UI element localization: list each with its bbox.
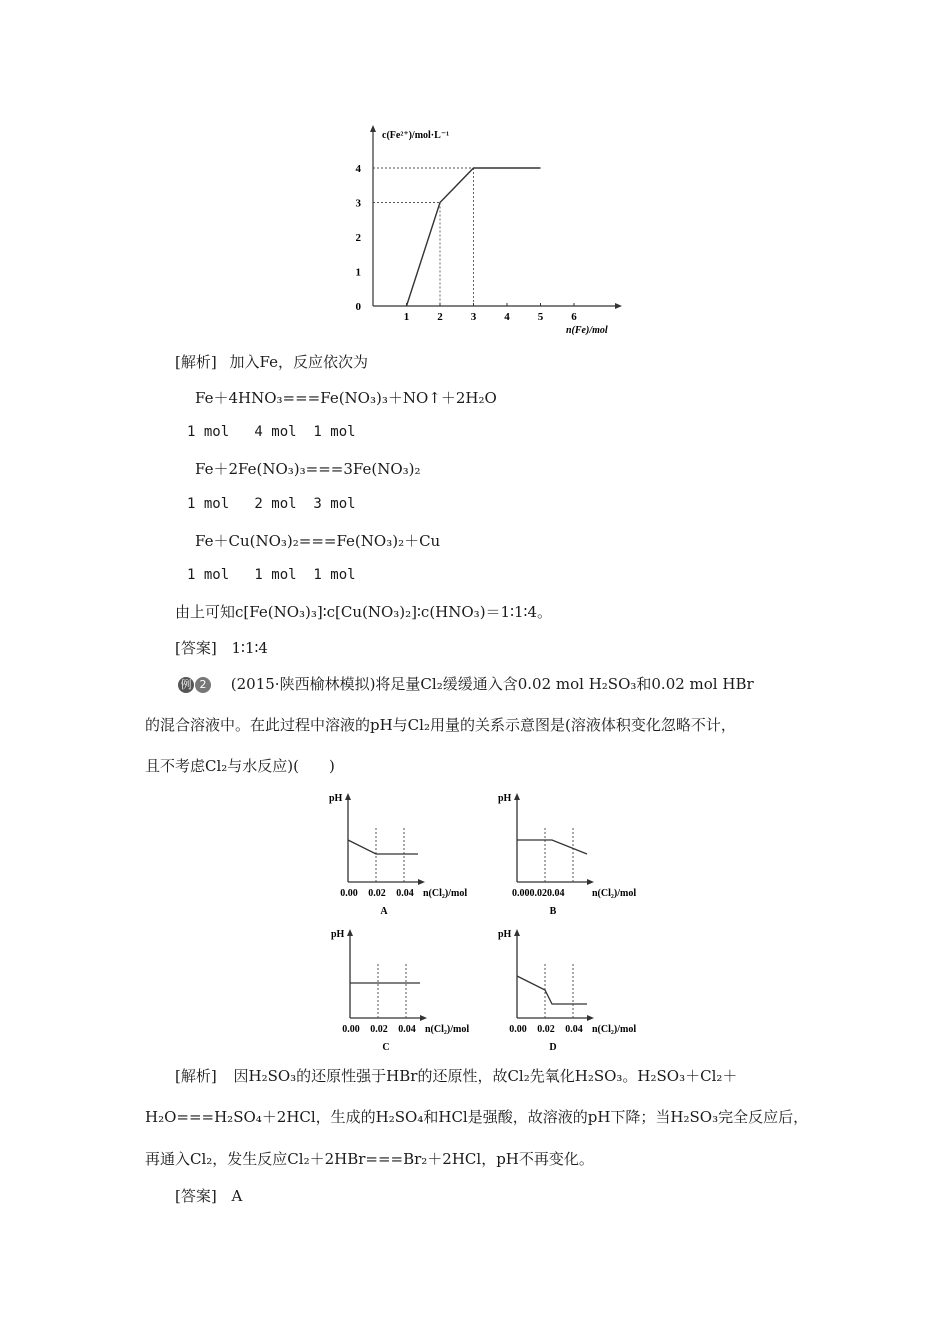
option-c-chart: [330, 922, 490, 1052]
example-number-badge: 2: [195, 677, 211, 693]
option-b-x-arrow: [587, 879, 594, 885]
analysis-2-text: 因H₂SO₃的还原性强于HBr的还原性，故Cl₂先氧化H₂SO₃。H₂SO₃＋Cl₂＋: [233, 1067, 738, 1085]
option-a-y-arrow: [345, 793, 351, 800]
option-d-caption: D: [549, 1042, 557, 1052]
analysis-2-line1: [175, 1066, 737, 1086]
option-a-chart: [328, 786, 488, 916]
example-badge: 例: [178, 677, 194, 693]
option-d-x-arrow: [587, 1015, 594, 1021]
chart1-guide-lines: [373, 168, 474, 306]
chart1-y-tick-label: 2: [355, 232, 361, 244]
option-b-ylabel: pH: [498, 793, 512, 804]
answer-label: [答案]: [175, 639, 217, 657]
chart1-x-tick-label: 6: [571, 311, 577, 323]
equation-1: Fe＋4HNO₃===Fe(NO₃)₃＋NO↑＋2H₂O: [195, 389, 497, 407]
chart1-y-tick-label: 0: [355, 301, 361, 313]
chart1-x-tick-label: 2: [437, 311, 443, 323]
option-a-x-arrow: [418, 879, 425, 885]
answer-label: [答案]: [175, 1187, 217, 1205]
fe-concentration-chart: [330, 120, 630, 345]
chart1-x-tick-label: 5: [537, 311, 544, 323]
option-a-x-tick-label: 0.02: [368, 888, 386, 899]
option-d-y-arrow: [514, 929, 520, 936]
option-b-chart: [497, 786, 657, 916]
chart1-x-tick-label: 4: [504, 311, 510, 323]
option-d-x-tick-label: 0.02: [537, 1024, 555, 1035]
option-b-xlabel: n(Cl₂)/mol: [592, 888, 637, 899]
chart1-y-tick-label: 3: [355, 197, 361, 210]
answer-value: 1∶1∶4: [231, 639, 268, 657]
mole-ratio-1: 1 mol 4 mol 1 mol: [187, 424, 356, 440]
option-b-y-arrow: [514, 793, 520, 800]
chart1-x-tick-label: 1: [403, 311, 410, 323]
option-c-x-arrow: [420, 1015, 427, 1021]
answer-value: A: [231, 1187, 243, 1205]
chart1-x-arrow: [615, 303, 622, 309]
chart1-ylabel: c(Fe²⁺)/mol·L⁻¹: [382, 130, 450, 141]
option-a-series-line: [348, 840, 418, 854]
option-d-chart: [497, 922, 657, 1052]
example-2-line3: 且不考虑Cl₂与水反应)( ): [145, 757, 335, 775]
option-d-xlabel: n(Cl₂)/mol: [592, 1024, 637, 1035]
option-c-xlabel: n(Cl₂)/mol: [425, 1024, 470, 1035]
chart1-xlabel: n(Fe)/mol: [566, 325, 608, 336]
analysis-label: [解析]: [175, 1067, 217, 1085]
analysis-2-line2: H₂O===H₂SO₄＋2HCl，生成的H₂SO₄和HCl是强酸，故溶液的pH下降；当H₂SO₃完全反应后，: [145, 1108, 809, 1126]
answer-1: [175, 638, 268, 658]
option-d-series-line: [517, 976, 587, 1004]
option-a-x-tick-label: 0.00: [340, 888, 358, 899]
chart1-y-arrow: [370, 125, 376, 132]
option-c-x-tick-label: 0.04: [398, 1024, 416, 1035]
option-c-x-tick-label: 0.00: [342, 1024, 360, 1035]
analysis-intro: 加入Fe，反应依次为: [229, 353, 368, 371]
option-c-ylabel: pH: [331, 929, 345, 940]
equation-2: Fe＋2Fe(NO₃)₃===3Fe(NO₃)₂: [195, 460, 421, 478]
mole-ratio-2: 1 mol 2 mol 3 mol: [187, 496, 356, 512]
analysis-label: [解析]: [175, 353, 217, 371]
option-c-caption: C: [382, 1042, 390, 1052]
option-d-x-tick-label: 0.04: [565, 1024, 583, 1035]
chart1-axes: [370, 125, 622, 309]
example-2-line2: 的混合溶液中。在此过程中溶液的pH与Cl₂用量的关系示意图是(溶液体积变化忽略不计，: [145, 716, 736, 734]
option-a-ylabel: pH: [329, 793, 343, 804]
option-b-caption: B: [549, 906, 557, 916]
option-a-caption: A: [380, 906, 388, 916]
option-b-x-tick-label: 0.000.020.04: [512, 888, 565, 899]
example-text: (2015·陕西榆林模拟)将足量Cl₂缓缓通入含0.02 mol H₂SO₃和0.02 mol HBr: [230, 675, 754, 693]
chart1-tick-labels: [356, 163, 578, 323]
analysis-2-line3: 再通入Cl₂，发生反应Cl₂＋2HBr===Br₂＋2HCl，pH不再变化。: [145, 1150, 594, 1168]
answer-2: [175, 1186, 242, 1206]
conclusion: 由上可知c[Fe(NO₃)₃]∶c[Cu(NO₃)₂]∶c(HNO₃)＝1∶1∶4。: [175, 603, 552, 621]
option-a-x-tick-label: 0.04: [396, 888, 414, 899]
option-b-series-line: [517, 840, 587, 854]
option-d-x-tick-label: 0.00: [509, 1024, 527, 1035]
chart1-y-tick-label: 4: [355, 163, 361, 175]
chart1-y-tick-label: 1: [355, 266, 361, 279]
equation-3: Fe＋Cu(NO₃)₂===Fe(NO₃)₂＋Cu: [195, 532, 441, 550]
option-a-xlabel: n(Cl₂)/mol: [423, 888, 468, 899]
analysis-1-header: [175, 352, 368, 372]
mole-ratio-3: 1 mol 1 mol 1 mol: [187, 567, 356, 583]
option-c-y-arrow: [347, 929, 353, 936]
example-2-line1: [178, 674, 754, 694]
option-d-ylabel: pH: [498, 929, 512, 940]
option-c-x-tick-label: 0.02: [370, 1024, 388, 1035]
chart1-x-tick-label: 3: [470, 311, 477, 323]
